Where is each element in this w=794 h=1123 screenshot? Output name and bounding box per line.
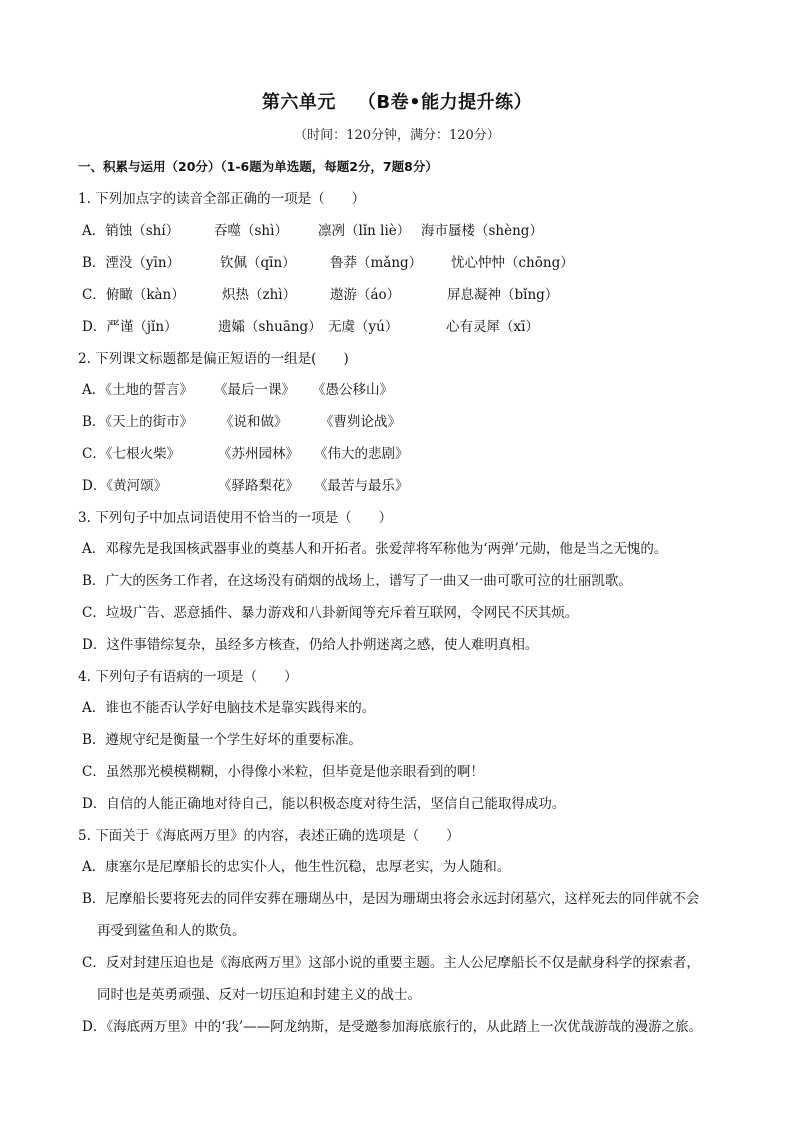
option-part: A．销蚀（shí） [82,223,180,239]
option-part: 《伟大的悲剧》 [314,446,409,462]
option-part: 无虞（yú） [328,319,399,335]
option-part: 遗孀（shuāng） [218,319,322,335]
page-title [0,88,794,114]
option-part: 《苏州园林》 [218,446,299,462]
option-part: 《最苦与最乐》 [314,478,409,494]
option-part: 心有灵犀（xī） [446,319,539,335]
option-part: B．湮没（yīn） [82,255,181,271]
title-sub: （B卷•能力提升练） [357,92,533,113]
option-part: 《愚公移山》 [312,382,393,398]
option-part: C．俯瞰（kàn） [82,287,185,303]
question-5-option-a: A．康塞尔是尼摩船长的忠实仆人，他生性沉稳，忠厚老实，为人随和。 [82,859,511,875]
question-5-option-c-cont: 同时也是英勇顽强、反对一切压迫和封建主义的战士。 [97,987,421,1003]
option-part: B．《天上的街市》 [82,414,194,430]
option-part: A．《土地的誓言》 [82,382,193,398]
option-part: 遨游（áo） [330,287,401,303]
question-2-option-a [82,381,393,399]
question-3-option-d: D．这件事错综复杂，虽经多方核查，仍给人扑朔迷离之感，使人难明真相。 [82,637,539,653]
option-part: D．《黄河颂》 [82,478,168,494]
question-1-option-d [82,318,539,336]
question-3-option-c: C．垃圾广告、恶意插件、暴力游戏和八卦新闻等充斥着互联网，令网民不厌其烦。 [82,605,579,621]
option-part: 《驿路梨花》 [218,478,299,494]
option-part: 炽热（zhì） [222,287,297,303]
option-part: 凛冽（lǐn liè） [318,223,411,239]
option-part: 吞噬（shì） [214,223,288,239]
question-5-stem: 5. 下面关于《海底两万里》的内容，表述正确的选项是（ ） [78,828,460,844]
question-3-stem: 3. 下列句子中加点词语使用不恰当的一项是（ ） [78,510,393,526]
question-2-stem: 2. 下列课文标题都是偏正短语的一组是( ) [78,351,349,367]
option-part: 《说和做》 [220,414,288,430]
question-1-option-c [82,286,558,304]
question-5-option-b: B．尼摩船长要将死去的同伴安葬在珊瑚丛中，是因为珊瑚虫将会永远封闭墓穴，这样死去的同伴就不会 [82,891,700,907]
option-part: 鲁莽（mǎng） [330,255,423,271]
question-5-option-b-cont: 再受到鲨鱼和人的欺负。 [97,923,246,939]
question-2-option-b [82,413,401,431]
question-4-stem: 4. 下列句子有语病的一项是（ ） [78,669,298,685]
question-4-option-b: B．遵规守纪是衡量一个学生好坏的重要标准。 [82,732,362,748]
question-2-option-c [82,445,409,463]
option-part: D．严谨（jǐn） [82,319,178,335]
option-part: 海市蜃楼（shèng） [421,223,543,239]
question-4-option-a: A．谁也不能否认学好电脑技术是靠实践得来的。 [82,700,376,716]
question-3-option-a: A．邓稼先是我国核武器事业的奠基人和开拓者。张爱萍将军称他为‘两弹’元勋，他是当之无愧的。 [82,541,668,557]
option-part: 《曹刿论战》 [320,414,401,430]
option-part: C．《七根火柴》 [82,446,181,462]
option-part: 屏息凝神（bǐng） [447,287,559,303]
option-part: 忧心忡忡（chōng） [451,255,574,271]
question-5-option-d: D．《海底两万里》中的‘我’——阿龙纳斯，是受邀参加海底旅行的，从此踏上一次优哉游哉的漫游之旅。 [82,1019,703,1035]
title-main: 第六单元 [261,92,336,113]
option-part: 《最后一课》 [214,382,295,398]
question-4-option-c: C．虽然那光模模糊糊，小得像小米粒，但毕竟是他亲眼看到的啊！ [82,764,484,780]
question-2-option-d [82,477,409,495]
section-heading: 一、积累与运用（20分）（1-6题为单选题，每题2分，7题8分） [78,159,438,174]
question-4-option-d: D．自信的人能正确地对待自己，能以积极态度对待生活，坚信自己能取得成功。 [82,796,566,812]
question-3-option-b: B．广大的医务工作者，在这场没有硝烟的战场上，谱写了一曲又一曲可歌可泣的壮丽凯歌。 [82,573,632,589]
question-1-option-a [82,222,543,240]
option-part: 钦佩（qīn） [220,255,296,271]
question-1-stem: 1. 下列加点字的读音全部正确的一项是（ ） [78,191,366,207]
exam-time-info: （时间：120分钟，满分：120分） [294,128,500,143]
question-1-option-b [82,254,574,272]
question-5-option-c: C．反对封建压迫也是《海底两万里》这部小说的重要主题。主人公尼摩船长不仅是献身科学的探索者， [82,955,700,971]
